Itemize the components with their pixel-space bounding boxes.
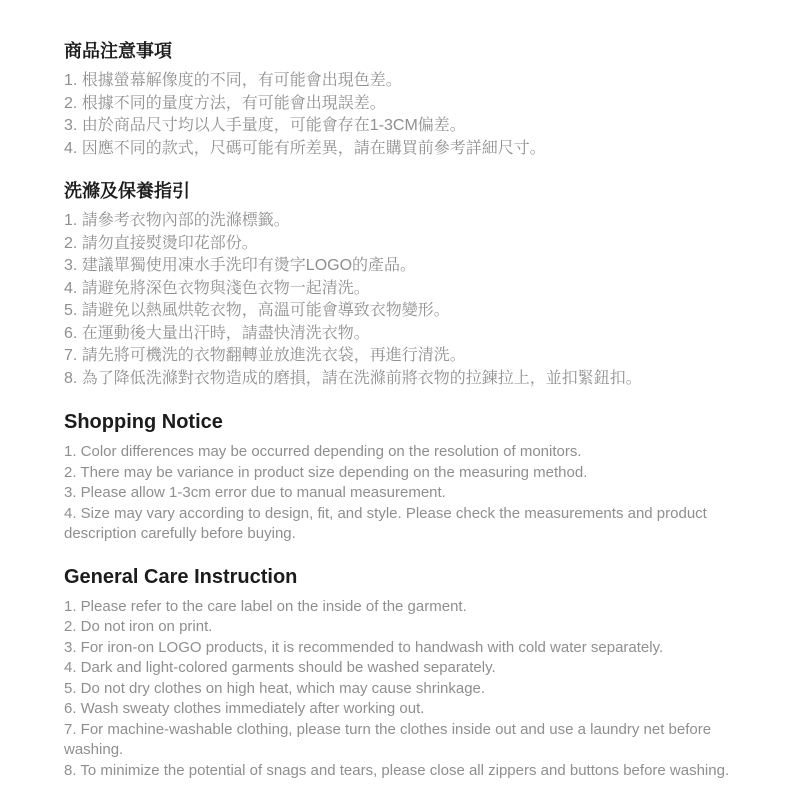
notice-list-care-guide-zh [64,210,770,390]
list-item: 4. Size may vary according to design, fit, and style. Please check the measurements and product description carefully before buying. [64,504,707,542]
section-care-guide-zh [64,180,770,390]
list-item: 1. 根據螢幕解像度的不同，有可能會出現色差。 [64,72,402,89]
section-heading-care-guide-zh: 洗滌及保養指引 [64,181,190,201]
section-heading-shopping-notice-en: Shopping Notice [64,411,223,433]
list-item: 3. For iron-on LOGO products, it is recommended to handwash with cold water separately. [64,638,664,656]
section-heading-general-care-instruction-en: General Care Instruction [64,565,298,588]
list-item: 2. Do not iron on print. [64,618,213,635]
list-item: 4. Dark and light-colored garments should be washed separately. [64,659,496,676]
list-item: 5. 請避免以熱風烘乾衣物，高溫可能會導致衣物變形。 [64,302,450,319]
list-item: 2. 根據不同的量度方法，有可能會出現誤差。 [64,94,386,112]
list-item: 8. 為了降低洗滌對衣物造成的磨損，請在洗滌前將衣物的拉鍊拉上，並扣緊鈕扣。 [64,369,642,387]
section-shopping-notice-en [64,410,770,545]
notice-list-general-care-instruction-en [64,597,770,782]
list-item: 1. 請參考衣物內部的洗滌標籤。 [64,212,290,229]
list-item: 7. For machine-washable clothing, please turn the clothes inside out and use a laundry net before washing. [64,720,712,758]
list-item: 3. Please allow 1-3cm error due to manual measurement. [64,484,446,501]
section-general-care-instruction-en [64,565,770,782]
notice-list-shopping-notice-en [64,442,770,545]
section-product-notice-zh [64,40,770,160]
list-item: 5. Do not dry clothes on high heat, which may cause shrinkage. [64,679,486,697]
list-item: 4. 因應不同的款式，尺碼可能有所差異，請在購買前參考詳細尺寸。 [64,139,546,157]
list-item: 6. 在運動後大量出汗時，請盡快清洗衣物。 [64,324,370,342]
list-item: 2. There may be variance in product size depending on the measuring method. [64,463,588,481]
list-item: 8. To minimize the potential of snags and tears, please close all zippers and buttons before washing. [64,761,730,779]
notice-list-product-notice-zh [64,70,770,160]
list-item: 3. 由於商品尺寸均以人手量度，可能會存在1-3CM偏差。 [64,117,466,134]
list-item: 3. 建議單獨使用凍水手洗印有燙字LOGO的產品。 [64,257,417,274]
list-item: 7. 請先將可機洗的衣物翻轉並放進洗衣袋，再進行清洗。 [64,347,466,364]
list-item: 1. Please refer to the care label on the inside of the garment. [64,597,467,615]
list-item: 2. 請勿直接熨燙印花部份。 [64,234,258,252]
list-item: 1. Color differences may be occurred depending on the resolution of monitors. [64,443,582,460]
list-item: 4. 請避免將深色衣物與淺色衣物一起清洗。 [64,279,370,297]
section-heading-product-notice-zh: 商品注意事項 [64,41,172,61]
list-item: 6. Wash sweaty clothes immediately after working out. [64,700,425,717]
